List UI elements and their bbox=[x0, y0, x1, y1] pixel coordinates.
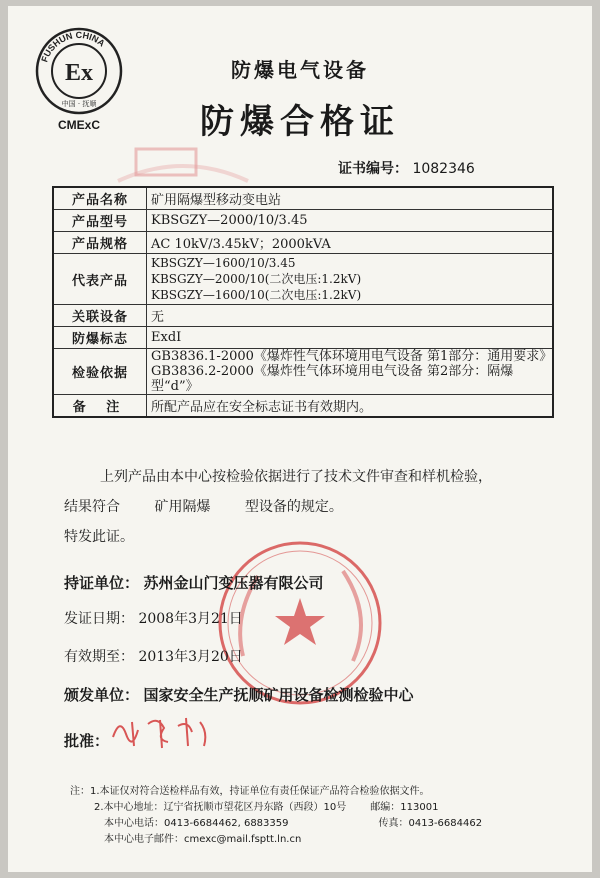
marking-value: ExdI bbox=[147, 327, 554, 349]
holder-label: 持证单位： bbox=[64, 574, 140, 592]
issuer-value: 国家安全生产抚顺矿用设备检测检验中心 bbox=[143, 686, 414, 704]
basis-line: GB3836.1-2000《爆炸性气体环境用电气设备 第1部分：通用要求》 bbox=[151, 349, 553, 364]
related-value: 无 bbox=[147, 305, 554, 327]
approver-row bbox=[64, 730, 109, 751]
table-row bbox=[53, 327, 553, 349]
holder-row bbox=[64, 572, 323, 593]
paragraph-result-text: 结果符合 bbox=[64, 499, 120, 515]
product-info-table bbox=[52, 186, 554, 418]
certificate-subtitle: 防爆电气设备 bbox=[231, 58, 369, 82]
product-name-value: 矿用隔爆型移动变电站 bbox=[147, 187, 554, 210]
note-email: cmexc@mail.fsptt.ln.cn bbox=[184, 834, 302, 845]
note-address: 辽宁省抚顺市望花区丹东路（西段）10号 bbox=[163, 802, 347, 813]
model-label: 产品型号 bbox=[53, 210, 147, 232]
related-label: 关联设备 bbox=[53, 305, 147, 327]
note-line bbox=[70, 832, 482, 848]
paragraph-rule-text: 型设备的规定。 bbox=[244, 499, 343, 515]
table-row bbox=[53, 305, 553, 327]
notes-label: 注： bbox=[70, 786, 90, 797]
certificate-title: 防爆合格证 bbox=[200, 102, 400, 142]
paragraph-type-text: 矿用隔爆 bbox=[154, 499, 211, 515]
spec-value: AC 10kV/3.45kV；2000kVA bbox=[147, 232, 554, 254]
issuer-label: 颁发单位： bbox=[64, 686, 140, 704]
representative-value bbox=[147, 254, 554, 305]
issue-date-label: 发证日期： bbox=[64, 611, 134, 627]
cert-number-value: 1082346 bbox=[412, 161, 475, 177]
product-name-label: 产品名称 bbox=[53, 187, 147, 210]
representative-line: KBSGZY—1600/10(二次电压:1.2kV) bbox=[151, 288, 362, 302]
note-fax-label: 传真： bbox=[378, 818, 409, 829]
remark-label: 备 注 bbox=[53, 395, 147, 418]
table-row bbox=[53, 232, 553, 254]
issue-date-value: 2008年3月21日 bbox=[138, 611, 243, 627]
logo-caption: CMExC bbox=[57, 118, 100, 132]
spec-label: 产品规格 bbox=[53, 232, 147, 254]
expiry-value: 2013年3月20日 bbox=[138, 649, 243, 665]
model-value: KBSGZY—2000/10/3.45 bbox=[147, 210, 554, 232]
cert-number-label: 证书编号： bbox=[338, 161, 408, 177]
logo-ring-text: FUSHUN CHINA bbox=[39, 29, 107, 64]
note-line bbox=[70, 816, 482, 832]
basis-value bbox=[147, 349, 554, 395]
note-email-label: 本中心电子邮件： bbox=[104, 834, 184, 845]
logo-emblem: Ex bbox=[64, 60, 94, 86]
expiry-label: 有效期至： bbox=[64, 649, 134, 665]
note-phone: 0413-6684462, 6883359 bbox=[164, 818, 289, 829]
issue-date-row bbox=[64, 608, 243, 628]
remark-value: 所配产品应在安全标志证书有效期内。 bbox=[147, 395, 554, 418]
holder-value: 苏州金山门变压器有限公司 bbox=[143, 574, 324, 592]
table-row bbox=[53, 254, 553, 305]
basis-line: GB3836.2-2000《爆炸性气体环境用电气设备 第2部分：隔爆型“d”》 bbox=[151, 364, 514, 394]
expiry-row bbox=[64, 646, 243, 666]
representative-label: 代表产品 bbox=[53, 254, 147, 305]
cert-number bbox=[338, 158, 475, 178]
approver-label: 批准： bbox=[64, 732, 110, 750]
representative-line: KBSGZY—2000/10(二次电压:1.2kV) bbox=[151, 272, 362, 286]
table-row bbox=[53, 395, 553, 418]
note-line bbox=[70, 800, 482, 816]
representative-line: KBSGZY—1600/10/3.45 bbox=[151, 256, 296, 270]
paragraph-line-2 bbox=[64, 496, 343, 516]
basis-label: 检验依据 bbox=[53, 349, 147, 395]
table-row bbox=[53, 210, 553, 232]
footer-notes bbox=[70, 784, 482, 848]
certificate-page bbox=[8, 6, 592, 872]
note-address-label: 2.本中心地址： bbox=[94, 802, 164, 813]
table-row bbox=[53, 349, 553, 395]
logo-bottom-text: 中国 · 抚顺 bbox=[61, 100, 97, 108]
marking-label: 防爆标志 bbox=[53, 327, 147, 349]
paragraph-line-1: 上列产品由本中心按检验依据进行了技术文件审查和样机检验， bbox=[100, 469, 492, 485]
issuer-row bbox=[64, 684, 413, 705]
paragraph-line-3: 特发此证。 bbox=[64, 529, 134, 545]
table-row bbox=[53, 187, 553, 210]
note-phone-label: 本中心电话： bbox=[104, 818, 164, 829]
note-postcode: 邮编：113001 bbox=[370, 802, 439, 813]
note-fax: 0413-6684462 bbox=[408, 818, 483, 829]
signature-icon bbox=[108, 712, 218, 752]
note-1: 1.本证仅对符合送检样品有效，持证单位有责任保证产品符合检验依据文件。 bbox=[90, 786, 430, 797]
note-line bbox=[70, 784, 482, 800]
